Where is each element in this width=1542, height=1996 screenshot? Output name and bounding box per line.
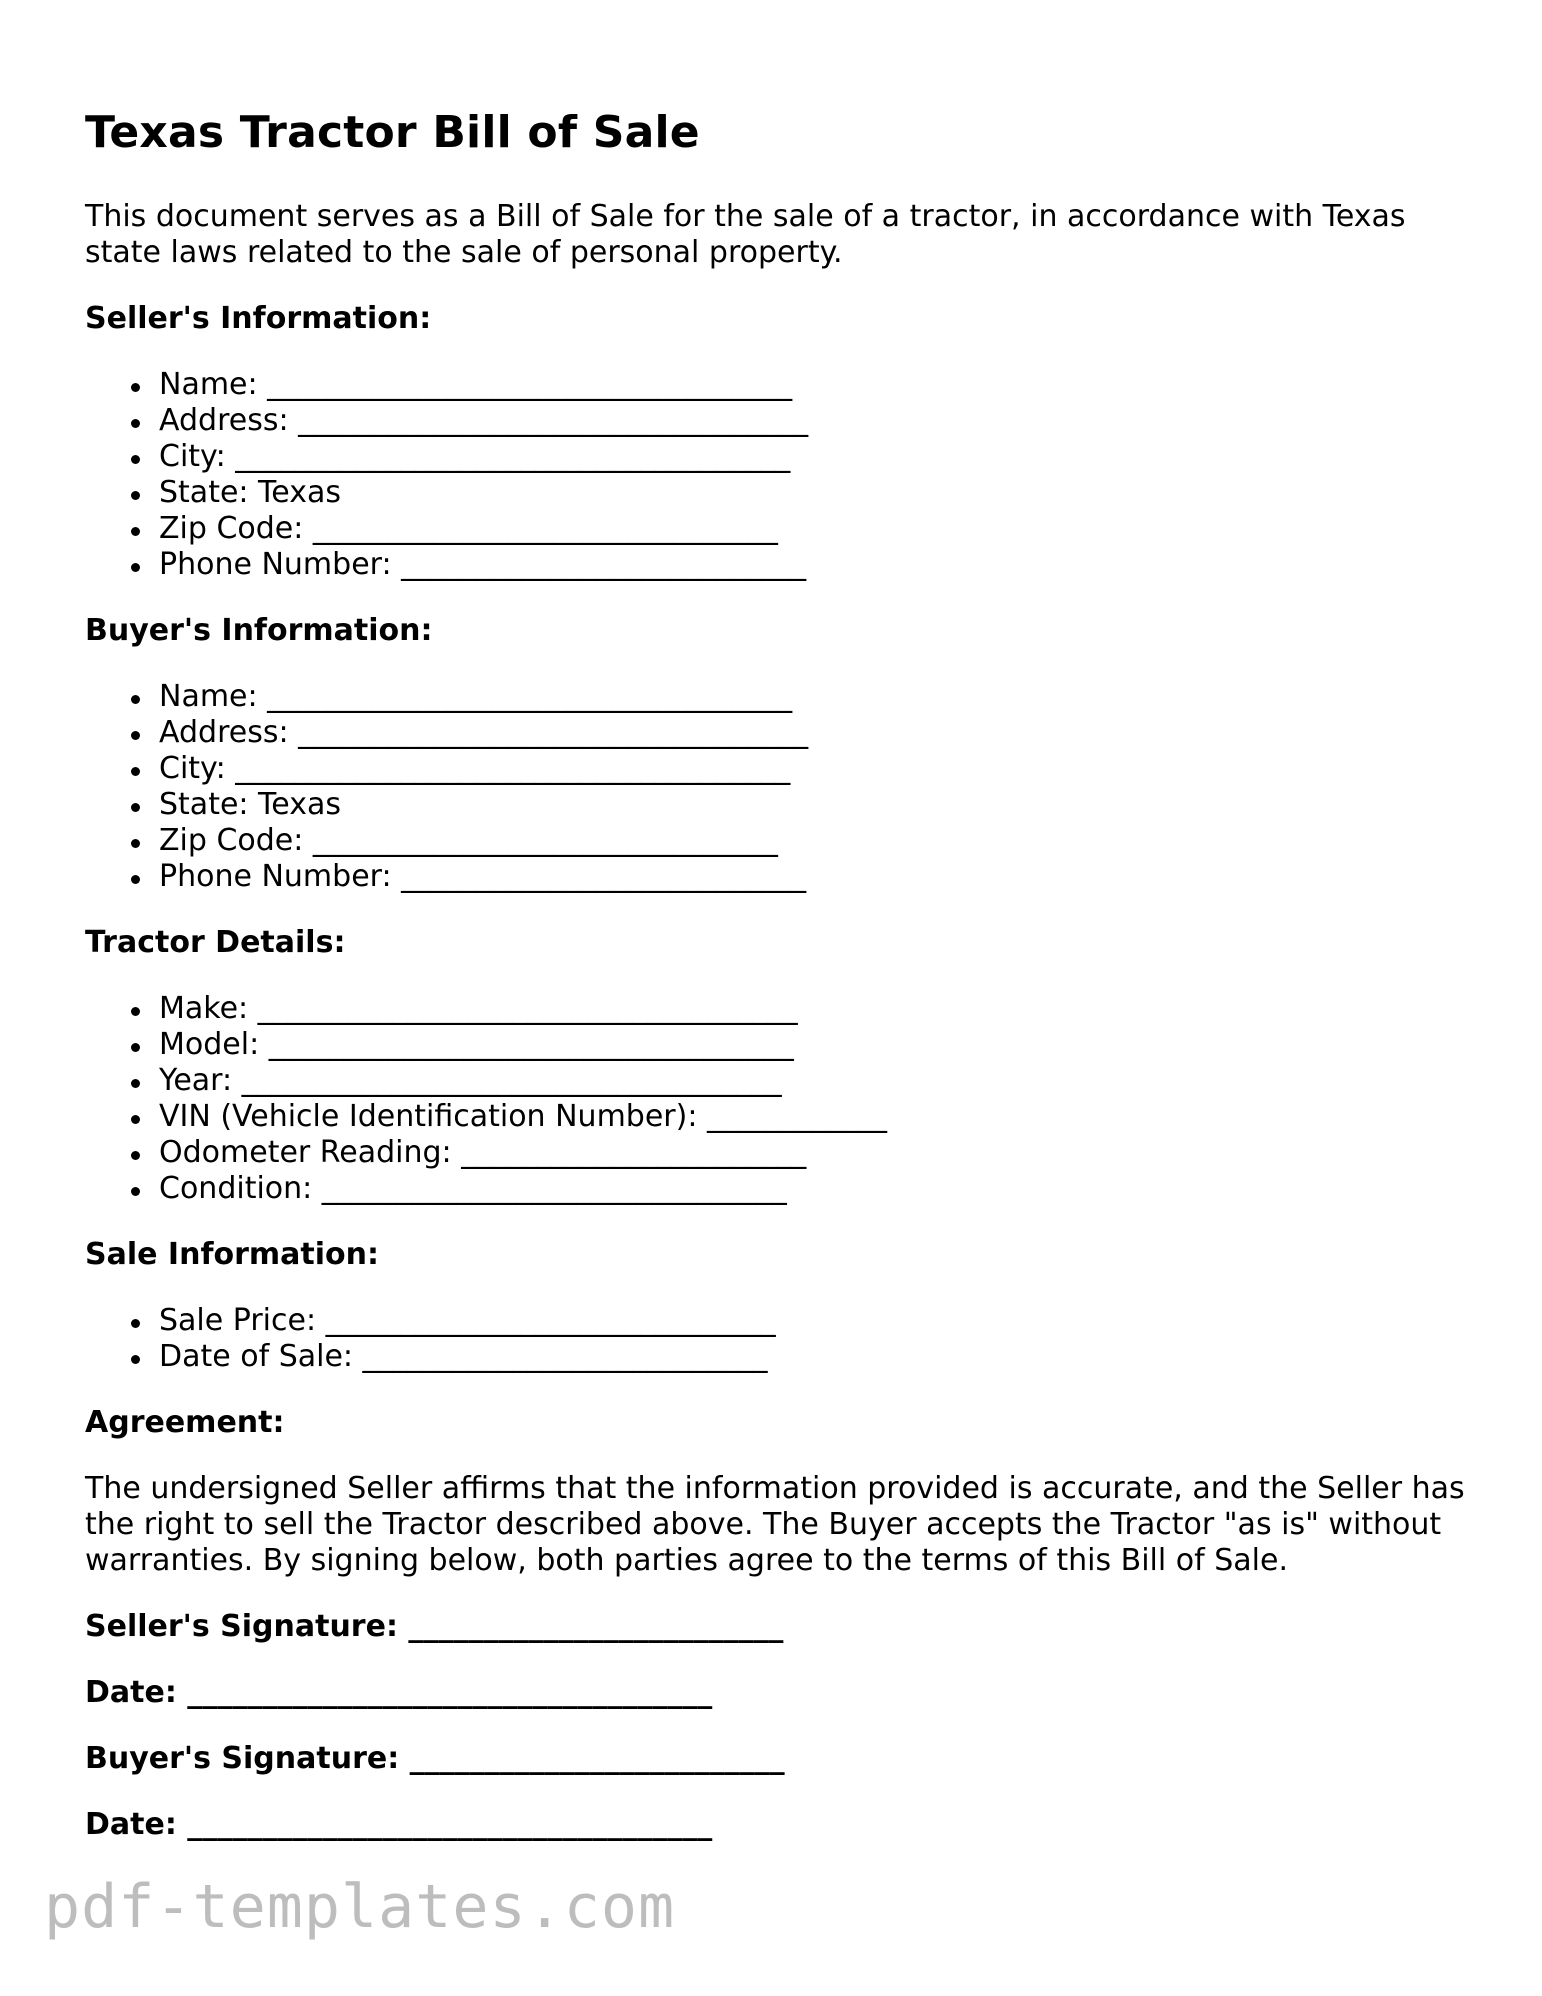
buyer-signature-line: Buyer's Signature: _________________________ bbox=[85, 1741, 785, 1776]
buyer-state-field: State: Texas bbox=[159, 787, 1465, 823]
buyer-name-field: Name: ___________________________________ bbox=[159, 679, 1465, 715]
buyer-list bbox=[85, 679, 1465, 895]
agreement-paragraph: The undersigned Seller affirms that the information provided is accurate, and the Seller has the right to sell the Tractor described above. The Buyer accepts the Tractor "as is" without warranties. By signing below, both parties agree to the terms of this Bill of Sale. bbox=[85, 1471, 1465, 1578]
seller-heading: Seller's Information: bbox=[85, 301, 432, 336]
agreement-heading: Agreement: bbox=[85, 1405, 285, 1440]
document-page bbox=[85, 105, 1465, 1873]
seller-list bbox=[85, 367, 1465, 583]
buyer-address-field: Address: __________________________________ bbox=[159, 715, 1465, 751]
seller-name-field: Name: ___________________________________ bbox=[159, 367, 1465, 403]
buyer-city-field: City: _____________________________________ bbox=[159, 751, 1465, 787]
tractor-make-field: Make: ____________________________________ bbox=[159, 991, 1465, 1027]
seller-signature-line: Seller's Signature: _________________________ bbox=[85, 1609, 784, 1644]
seller-date-line: Date: ___________________________________ bbox=[85, 1675, 713, 1710]
sale-price-field: Sale Price: ______________________________ bbox=[159, 1303, 1465, 1339]
buyer-date-line: Date: ___________________________________ bbox=[85, 1807, 713, 1842]
tractor-year-field: Year: ____________________________________ bbox=[159, 1063, 1465, 1099]
tractor-list bbox=[85, 991, 1465, 1207]
sale-heading: Sale Information: bbox=[85, 1237, 379, 1272]
watermark: pdf-templates.com bbox=[44, 1872, 676, 1942]
seller-phone-field: Phone Number: ___________________________ bbox=[159, 547, 1465, 583]
seller-city-field: City: _____________________________________ bbox=[159, 439, 1465, 475]
tractor-model-field: Model: ___________________________________ bbox=[159, 1027, 1465, 1063]
seller-address-field: Address: __________________________________ bbox=[159, 403, 1465, 439]
seller-state-field: State: Texas bbox=[159, 475, 1465, 511]
sale-list bbox=[85, 1303, 1465, 1375]
buyer-phone-field: Phone Number: ___________________________ bbox=[159, 859, 1465, 895]
tractor-condition-field: Condition: _______________________________ bbox=[159, 1171, 1465, 1207]
tractor-vin-field: VIN (Vehicle Identification Number): ____________ bbox=[159, 1099, 1465, 1135]
seller-zip-field: Zip Code: _______________________________ bbox=[159, 511, 1465, 547]
tractor-heading: Tractor Details: bbox=[85, 925, 346, 960]
tractor-odometer-field: Odometer Reading: _______________________ bbox=[159, 1135, 1465, 1171]
buyer-zip-field: Zip Code: _______________________________ bbox=[159, 823, 1465, 859]
document-title: Texas Tractor Bill of Sale bbox=[85, 107, 700, 158]
sale-date-field: Date of Sale: ___________________________ bbox=[159, 1339, 1465, 1375]
intro-paragraph: This document serves as a Bill of Sale for the sale of a tractor, in accordance with Texas state laws related to the sale of personal property. bbox=[85, 199, 1406, 270]
buyer-heading: Buyer's Information: bbox=[85, 613, 433, 648]
